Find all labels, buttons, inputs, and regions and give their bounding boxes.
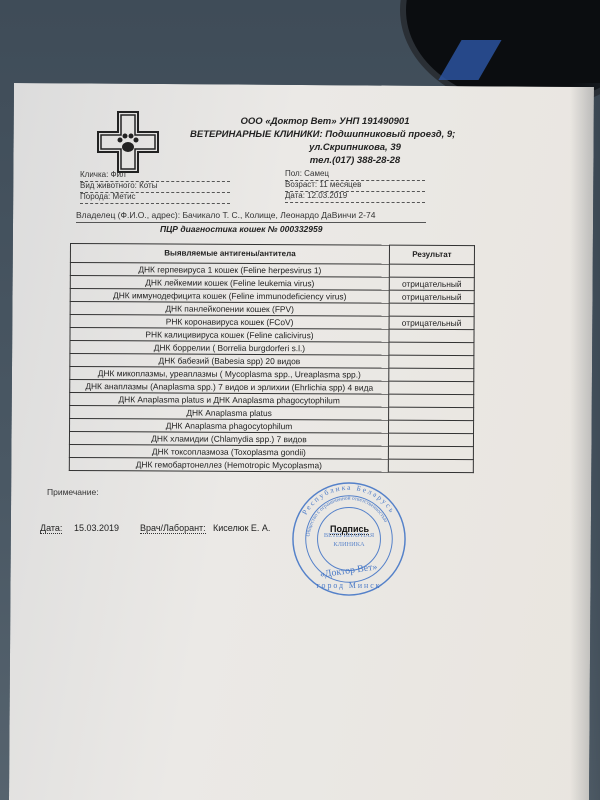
patient-name: Кличка: Фил <box>80 170 230 182</box>
result-date-value: 15.03.2019 <box>74 523 120 533</box>
note-label: Примечание: <box>47 487 99 497</box>
results-table <box>69 243 475 473</box>
test-result <box>389 342 474 355</box>
svg-text:город Минск: город Минск <box>316 581 382 591</box>
svg-text:Общество с ограниченной ответс: Общество с ограниченной ответственностью <box>305 495 389 537</box>
clinic-stamp-icon <box>290 480 408 598</box>
test-result <box>389 355 474 368</box>
test-result <box>389 381 474 394</box>
visit-date: Дата: 12.03.2019 <box>285 191 425 203</box>
patient-species: Вид животного: Коты <box>80 181 230 193</box>
table-header-row <box>70 244 474 265</box>
svg-text:КЛИНИКА: КЛИНИКА <box>333 540 365 548</box>
clinic-address-1: ВЕТЕРИНАРНЫЕ КЛИНИКИ: Подшипниковый проезд, 9; <box>190 129 456 140</box>
test-result <box>388 446 473 459</box>
test-name: ДНК лейкемии кошек (Feline leukemia virus) <box>70 276 389 291</box>
test-name: ДНК панлейкопении кошек (FPV) <box>70 302 389 317</box>
test-name: ДНК гемобартонеллез (Hemotropic Mycoplasma) <box>69 457 388 472</box>
test-name: ДНК Anaplasma platus и ДНК Anaplasma phagocytophilum <box>70 393 389 408</box>
svg-text:Республика Беларусь: Республика Беларусь <box>299 482 398 517</box>
column-header-result: Результат <box>389 245 474 264</box>
test-name: ДНК боррелии ( Borrelia burgdorferi s.l.) <box>70 341 389 356</box>
doctor-name: Киселюк Е. А. <box>213 523 271 533</box>
clinic-header <box>150 115 456 167</box>
test-name: ДНК анаплазмы (Anaplasma spp.) 7 видов и эрлихии (Ehrlichia spp) 4 вида <box>70 380 389 395</box>
svg-text:ВЕТЕРИНАРНАЯ: ВЕТЕРИНАРНАЯ <box>323 532 375 540</box>
test-result: отрицательный <box>389 290 474 303</box>
test-result: отрицательный <box>389 277 474 290</box>
document-title: ПЦР диагностика кошек № 000332959 <box>160 224 323 234</box>
test-name: ДНК хламидии (Chlamydia spp.) 7 видов <box>69 432 388 447</box>
test-name: ДНК Anaplasma phagocytophilum <box>70 419 389 434</box>
test-name: ДНК герпевируса 1 кошек (Feline herpesvirus 1) <box>70 263 389 278</box>
test-name: ДНК бабезий (Babesia spp) 20 видов <box>70 354 389 369</box>
test-name: РНК коронавируса кошек (FCoV) <box>70 315 389 330</box>
test-name: ДНК токсоплазмоза (Toxoplasma gondii) <box>69 444 388 459</box>
test-result <box>389 368 474 381</box>
column-header-test: Выявляемые антигены/антитела <box>70 244 389 265</box>
test-result <box>389 420 474 433</box>
test-result <box>389 303 474 316</box>
doctor-label: Врач/Лаборант: <box>140 523 206 533</box>
test-name: ДНК Anaplasma platus <box>70 406 389 421</box>
table-row <box>69 457 473 472</box>
svg-text:«Доктор Вет»: «Доктор Вет» <box>319 561 379 581</box>
test-name: ДНК микоплазмы, уреаплазмы ( Mycoplasma spp., Ureaplasma spp.) <box>70 367 389 382</box>
result-date-label: Дата: <box>40 523 63 533</box>
test-result <box>389 264 474 277</box>
test-result <box>389 394 474 407</box>
clinic-address-2: ул.Скрипникова, 39 <box>309 142 401 153</box>
test-name: ДНК иммунодефицита кошек (Feline immunodeficiency virus) <box>70 289 389 304</box>
test-result <box>388 459 473 472</box>
owner-info: Владелец (Ф.И.О., адрес): Бачикало Т. С., Колище, Леонардо ДаВинчи 2-74 <box>76 210 426 223</box>
patient-age: Возраст: 11 месяцев <box>285 180 425 192</box>
patient-breed: Порода: Метис <box>80 192 230 204</box>
test-name: РНК калицивируса кошек (Feline calicivirus) <box>70 328 389 343</box>
test-result <box>389 329 474 342</box>
paper-edge-shadow <box>570 83 600 800</box>
clinic-name: ООО «Доктор Вет» УНП 191490901 <box>240 116 410 127</box>
clinic-phone: тел.(017) 388-28-28 <box>309 155 401 166</box>
test-result <box>389 407 474 420</box>
test-result <box>388 433 473 446</box>
patient-sex: Пол: Самец <box>285 169 425 181</box>
signature-label: Подпись <box>330 524 370 534</box>
test-result: отрицательный <box>389 316 474 329</box>
